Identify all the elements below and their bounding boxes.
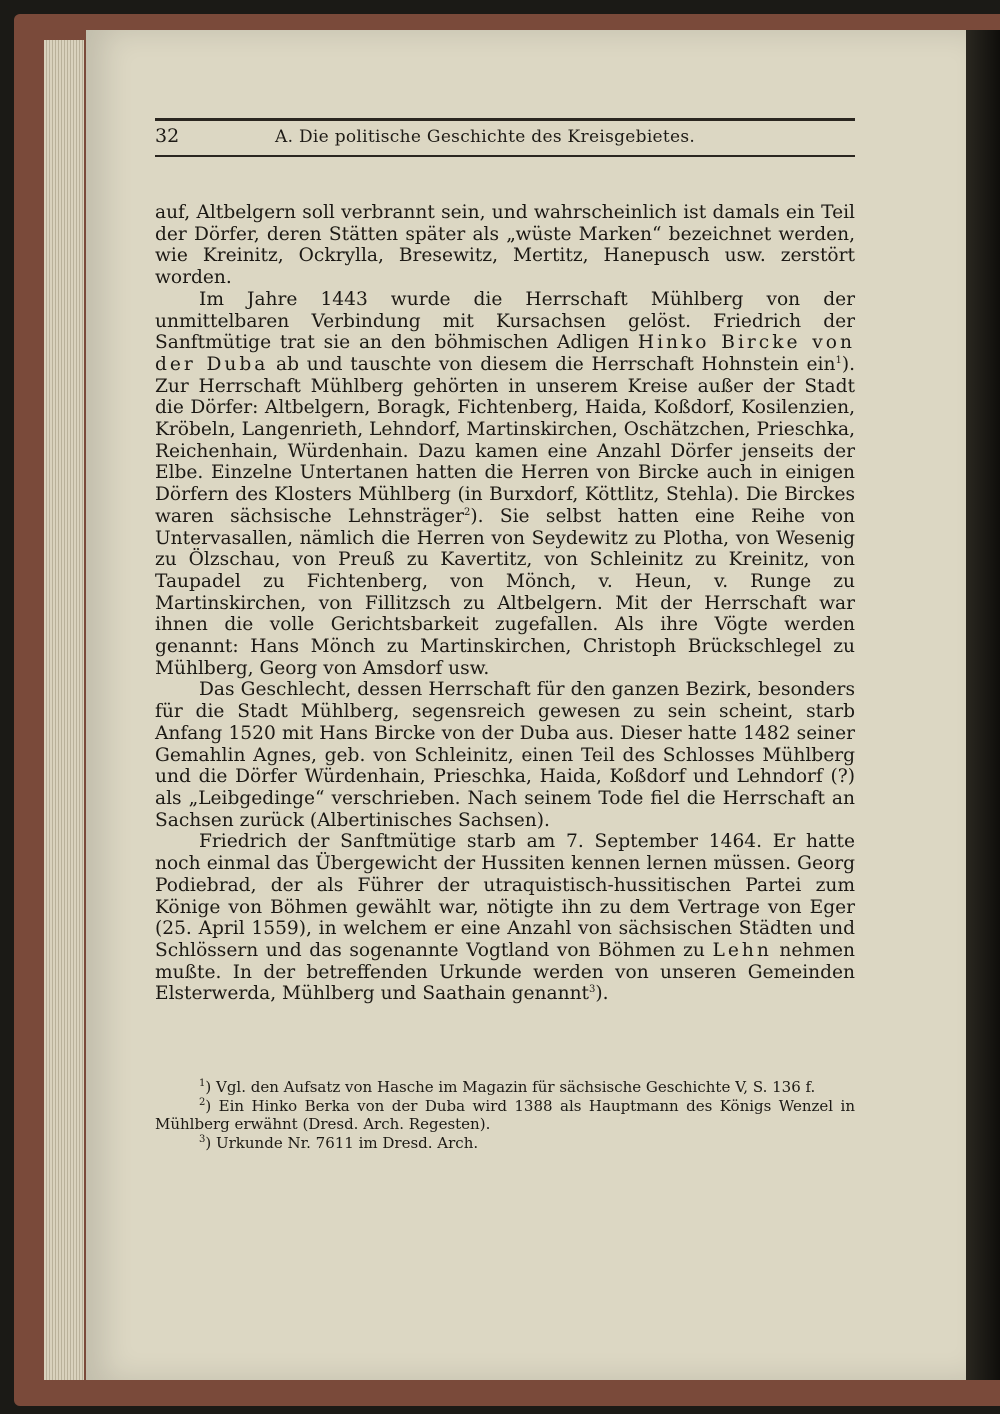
text-span: ). [595,983,609,1005]
text-span: Im Jahre 1443 wurde die Herrschaft Mühlberg von der unmittelbaren Verbindung mit Kursachsen gelöst. Friedrich der Sanftmütige trat sie an den böhmischen Adligen [155,288,855,354]
page-number: 32 [155,125,180,147]
spaced-name: Hinko Bircke von der Duba [155,332,855,375]
header-line [155,125,855,153]
running-head: A. Die politische Geschichte des Kreisgebietes. [275,127,696,147]
spaced-word: Lehn [712,939,772,961]
footnote-mark: 1 [199,1078,206,1089]
book-gutter [966,30,1000,1380]
text-span: ab und tauschte von diesem die Herrschaft Hohnstein ein [276,353,836,375]
footnote-text: ) Vgl. den Aufsatz von Hasche im Magazin für sächsische Geschichte V, S. 136 f. [205,1078,816,1096]
text-span: ). Zur Herrschaft Mühlberg gehörten in unserem Kreise außer der Stadt die Dörfer: Altbelgern, Boragk, Fichtenberg, Haida, Koßdorf, Kosilenzien, Kröbeln, Langenrieth, Lehndorf, Martinskirchen, Oschätzchen, Prieschka, Reichenhain, Würdenhain. Dazu kamen eine Anzahl Dörfer jenseits der Elbe. Einzelne Untertanen hatten die Herren von Bircke auch in einigen Dörfern des Klosters Mühlberg (in Burxdorf, Köttlitz, Stehla). Die Birckes waren sächsische Lehnsträger [155,353,855,527]
text-span: ). Sie selbst hatten eine Reihe von Untervasallen, nämlich die Herren von Seydewitz zu Plotha, von Wesenig zu Ölzschau, von Preuß zu Kavertitz, von Schleinitz zu Kreinitz, von Taupadel zu Fichtenberg, von Mönch, v. Heun, v. Runge zu Martinskirchen, von Fillitzsch zu Altbelgern. Mit der Herrschaft war ihnen die volle Gerichtsbarkeit zugefallen. Als ihre Vögte werden genannt: Hans Mönch zu Martinskirchen, Christoph Brückschlegel zu Mühlberg, Georg von Amsdorf usw. [155,505,855,679]
text-span: nehmen mußte. In der betreffenden Urkunde werden von unseren Gemeinden Elsterwerda, Mühlberg und Saathain genannt [155,939,855,1005]
footnote-ref[interactable]: 2 [464,506,471,518]
header-rule-top [155,118,855,121]
paragraph [155,831,855,1005]
footnote [155,1097,855,1134]
page-header [155,118,855,157]
footnote-text: ) Urkunde Nr. 7611 im Dresd. Arch. [205,1133,479,1152]
body-text [155,202,855,1005]
paragraph [155,289,855,680]
footnote-ref[interactable]: 3 [589,984,596,996]
footnote-mark: 2 [199,1096,206,1108]
paragraph: Das Geschlecht, dessen Herrschaft für den ganzen Bezirk, besonders für die Stadt Mühlberg, segensreich gewesen zu sein scheint, starb Anfang 1520 mit Hans Bircke von der Duba aus. Dieser hatte 1482 seiner Gemahlin Agnes, geb. von Schleinitz, einen Teil des Schlosses Mühlberg und die Dörfer Würdenhain, Prieschka, Haida, Koßdorf und Lehndorf (?) als „Leibgedinge“ verschrieben. Nach seinem Tode fiel die Herrschaft an Sachsen zurück (Albertinisches Sachsen). [155,679,855,831]
footnote-mark: 3 [199,1133,206,1145]
paragraph: auf, Altbelgern soll verbrannt sein, und wahrscheinlich ist damals ein Teil der Dörfer, deren Stätten später als „wüste Marken“ bezeichnet werden, wie Kreinitz, Ockrylla, Bresewitz, Mertitz, Hanepusch usw. zerstört worden. [155,202,855,289]
footnote-text: ) Ein Hinko Berka von der Duba wird 1388 als Hauptmann des Königs Wenzel in Mühlberg erwähnt (Dresd. Arch. Regesten). [155,1096,855,1133]
footnote [155,1078,855,1097]
footnotes [155,1078,855,1152]
footnote-ref[interactable]: 1 [835,354,842,366]
header-rule-bottom [155,155,855,157]
text-span: Friedrich der Sanftmütige starb am 7. September 1464. Er hatte noch einmal das Übergewicht der Hussiten kennen lernen müssen. Georg Podiebrad, der als Führer der utraquistisch-hussitischen Partei zum Könige von Böhmen gewählt war, nötigte ihn zu dem Vertrage von Eger (25. April 1559), in welchem er eine Anzahl von sächsischen Städten und Schlössern und das sogenannte Vogtland von Böhmen zu [155,831,855,961]
footnote [155,1134,855,1153]
page-edges [44,40,84,1380]
